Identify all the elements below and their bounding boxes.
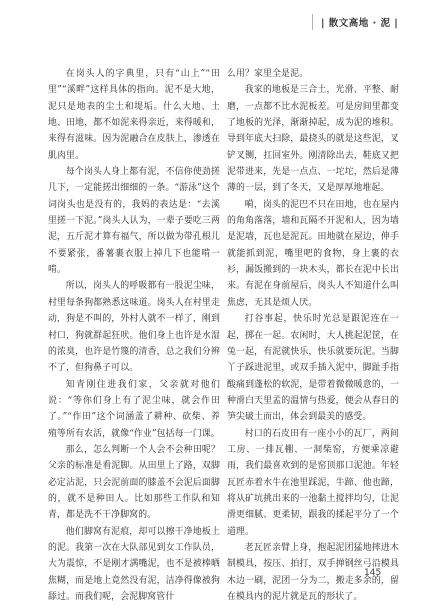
section-title: | 散文高地 · 泥 | [321, 18, 399, 29]
paragraph: 他们脚窝有泥痕，却可以擦干净地板上的泥。我第一次在大队部见到女工作队员，大为震惊，不是刚才满嘴泥，也不是被棒晒焦糊，而是地上竟然没有泥，洁净得像被狗舔过。而我们呢，会泥脚窝管什 [48, 526, 220, 602]
paragraph: 嗬，岗头的泥巴不只在田地，也在屋内的角角落落，墙和瓦隔不开泥和人，因为墙是泥墙，瓦也是泥瓦。田地就在屋边，伸手就能抓到泥，嘴里吧的食物，身上裹的衣衫，漏饭搬到的一块木头，都长在泥中长出来。有泥在身前屋后，岗头人不知道什么叫焦虑，无其是烦人厌。 [227, 199, 399, 308]
left-column [48, 66, 220, 605]
paragraph: 打谷事起，快乐时光总是跟泥连在一起，掷在一起。农闲时，大人挑起泥筐，在兔一起，有泥就快乐，快乐就要玩泥。当脚丫子踩进泥里，或双手插入泥中，脚趾手指酸痛到蓬松的软泥，是带着微微暖意的，一种滑白天里孟的温情与热爱，便会从春日的笋尖破土而出，体会到最美的感受。 [227, 314, 399, 423]
paragraph: 那么，怎么判断一个人会不会种田呢？父亲的标准是看泥脚。从田里上了路，双脚必定沾泥，只会泥前面的膝盖不会泥后面脚的，就不是种田人。比如那些工作队和知青，都是洗不干净脚窝的。 [48, 444, 220, 521]
page-number: 145 [364, 568, 382, 578]
paragraph: 我家的地板是三合土，光滑、平整、耐磨，一点都不比水泥板差。可是房间里都变了地板的光泽，渐渐掉起，成为泥的堆积。导到年底大扫除，最挠头的就是这些泥，叉铲叉铡，扛回室外。刚清除出去，鞋底又把泥带进来，先是一点点、一坨坨，然后是薄薄的一层，到了冬天，又是厚厚地堆起。 [227, 85, 399, 194]
section-header [312, 14, 427, 30]
paragraph: 知青刚住进我们家，父亲就对他们说：“等你们身上有了泥尘味，就会作田了。”“作田”这个词涵盖了耕种、砍柴、养殖等所有农活，就像“作业”包括每一门课。 [48, 379, 220, 439]
paragraph: 每个岗头人身上都有泥，不信你使劲搓几下，一定能搓出细细的一条。“游泳”这个词岗头也是没有的，我妈的表达是：“去溪里搓一下泥。”岗头人认为，一辈子要吃三两泥，五斤泥才算有福气，所以做为带孔根儿不要紧张，番薯裹衣服上掉几下也能啃一啃。 [48, 167, 220, 276]
paragraph-continued: 么用？家里全是泥。 [227, 69, 309, 79]
paragraph: 村口的石皮田有一座小小的瓦厂，两间工房、一排瓦棚、一洞柴窑，方便乘凉避雨，我们最喜欢到的是窑顶那口泥池。年轻瓦匠赤着水牛在池里踩泥，牛蹄、他也蹄，将从矿坑挑出来的一池黏土搅拌均匀，让泥滑更细腻、更柔韧，跟我的揉起平分了一个道理。 [227, 428, 399, 537]
right-column [227, 66, 399, 605]
paragraph: 在岗头人的字典里，只有“山上”“田里”“溪畔”这样具体的指向。泥不是大地，泥只是地表的尘土和堤垢。什么大地、土地、田地，都不如泥来得亲近，来得暖和，来得有滋味。因为泥融合在皮肤上，渗透在肌肉里。 [48, 69, 220, 161]
paragraph: 所以，岗头人的呼吸都有一股泥尘味，村里每条狗都熟悉这味道。岗头人在村里走动，狗是不叫的，外村人就不一样了，刚到村口，狗就群起狂吠。他们身上也许是水湿的浓臭，也许是竹篾的清香，总之我们分辨不了，但狗鼻子可以。 [48, 281, 220, 374]
paragraph: 老瓦匠亲臂上身，抱起泥团猛地摔进木制模具，按压、拍打，双手掸钢丝弓沿模具木边一刷，泥团一分为二，搬走多余的，留在模具内的泥片就是瓦的形状了。 [227, 542, 399, 602]
